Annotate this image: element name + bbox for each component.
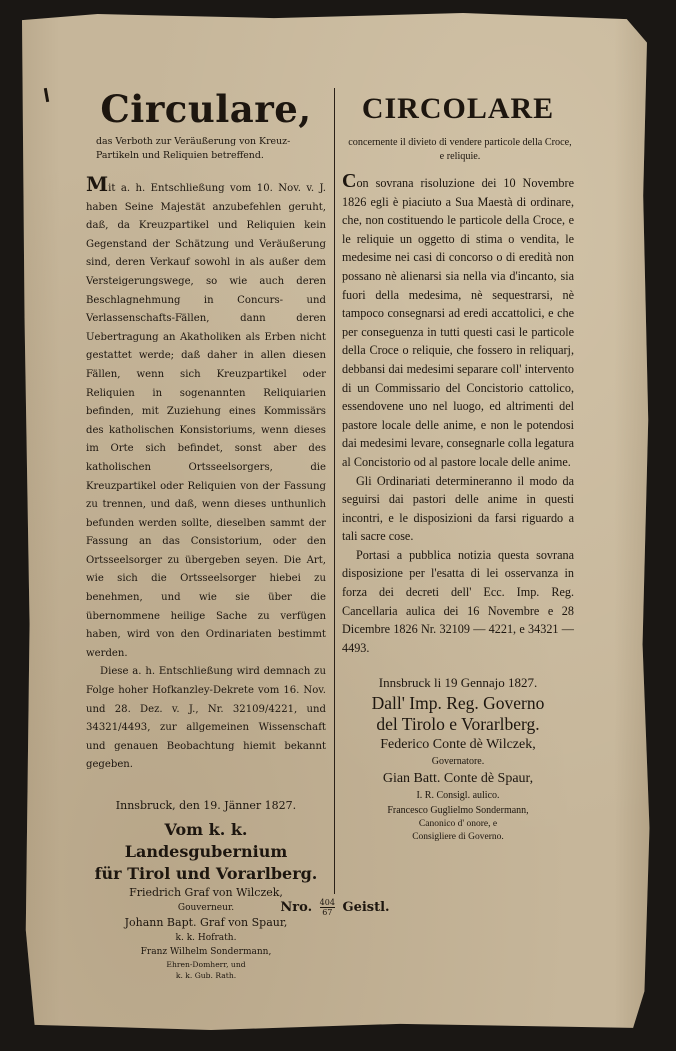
reference-denominator: 67 [322,908,333,917]
german-signer-2-title: k. k. Hofrath. [175,933,237,943]
italian-signer-3-name: Francesco Guglielmo Sondermann, [387,805,529,817]
german-subtitle: das Verboth zur Veräußerung von Kreuz-Partikeln und Reliquien betreffend. [96,136,291,161]
italian-title: CIRCOLARE [361,92,555,125]
italian-signer-3-title-1: Canonico d' onore, e [418,819,498,830]
german-signer-2-name: Johann Bapt. Graf von Spaur, [124,916,288,929]
column-divider [334,88,335,894]
german-signer-1-title: Gouverneur. [177,903,235,913]
german-column [86,86,326,981]
italian-signer-3-title-2: Consigliere di Governo. [412,832,504,843]
german-signer-3-title-1: Ehren-Domherr, und [166,960,246,969]
italian-authority-line-1: Dall' Imp. Reg. Governo [371,693,545,714]
italian-signer-1-title: Governatore. [431,756,485,768]
italian-authority-line-2: del Tirolo e Vorarlberg. [376,714,540,735]
german-place-date: Innsbruck, den 19. Jänner 1827. [115,799,297,812]
german-signer-3-name: Franz Wilhelm Sondermann, [140,947,272,957]
german-signer-3-title-2: k. k. Gub. Rath. [175,971,237,980]
italian-paragraph-2: Gli Ordinariati determineranno il modo da seguirsi dai pastori delle anime in questi incontri, e le disposizioni da farsi riguardo a tali sacre cose. [342,473,574,544]
reference-numerator: 404 [319,898,335,907]
reference-suffix: Geistl. [342,900,390,915]
italian-signer-1-name: Federico Conte dè Wilczek, [380,737,536,753]
italian-paragraph-1-text: on sovrana risoluzione dei 10 Novembre 1826 egli è piaciuto a Sua Maestà di ordinare, che, non costituendo le particole della Croce, e le reliquie un oggetto di stima o vendita, le medesime nei casi di concorso o di eredità non possano nè alienarsi sia nella via d'incanto, sia fuori della medesima, nè sequestrarsi, nè tampoco consegnarsi ad eredi accattolici, e che per conseguenza in tutti questi casi le particole della Croce o reliquie, che fossero in reliquarj, debbansi dai medesimi separare coll' intervento di un Commissario del Concistorio cattolico, essendovene uno nel luogo, ed altrimenti del pastore locale delle anime, e non le potendosi dai medesimi levare, consegnarle colla legatura al Concistorio od al pastore locale delle anime. [342,176,574,469]
german-paragraph-1-text: it a. h. Entschließung vom 10. Nov. v. J. haben Seine Majestät anzubefehlen geruht, daß, da Kreuzpartikel und Reliquien kein Gegenstand der Schätzung und Veräußerung sind, deren Verkauf sowohl in als außer dem Versteigerungswege, so wie auch deren Beschlagnehmung in Concurs- und Verlassenschafts-Fällen, dann deren Uebertragung an Akatholiken als Erben nicht gestattet werde; daß daher in allen diesen Fällen, wenn sich Kreuzpartikel oder Reliquien in sogenannten Reliquiarien befinden, mit Zuziehung eines Kommissärs des katholischen Konsistoriums, wenn dieses im Orte sich befindet, sonst aber des katholischen Ortsseelsorgers, die Kreuzpartikel oder Reliquien von der Fassung zu trennen, und daß, wenn dieses unthunlich befunden werden sollte, dieselben sammt der Fassung an das Consistorium, oder den Ortsseelsorger zu übergeben seyen. Die Art, wie sich die Ortsseelsorger hiebei zu benehmen, und wie sie über die übernommene heilige Sache zu verfügen haben, wird von den Ordinariaten bestimmt werden. [86,183,326,659]
german-authority-line-2: für Tirol und Vorarlberg. [94,864,318,883]
italian-paragraph-1 [342,170,574,472]
german-title: Circulare, [100,87,312,131]
german-paragraph-2: Diese a. h. Entschließung wird demnach zu Folge hoher Hofkanzley-Dekrete vom 16. Nov. und 28. Dez. v. J., Nr. 32109/4221, und 34321/4493, zur allgemeinen Wissenschaft und genauen Beobachtung hiemit bekannt gegeben. [86,666,326,771]
german-signer-1-name: Friedrich Graf von Wilczek, [129,886,283,899]
italian-column [342,86,574,844]
reference-number [250,898,420,917]
german-paragraph-1 [86,172,326,663]
reference-prefix: Nro. [280,900,313,915]
italian-signer-2-title: I. R. Consigl. aulico. [416,790,500,802]
german-authority-line-1: Vom k. k. Landesgubernium [124,820,288,861]
italian-dropcap: C [342,170,357,192]
german-dropcap: M [86,172,109,196]
italian-place-date: Innsbruck li 19 Gennajo 1827. [378,675,538,691]
italian-subtitle: concernente il divieto di vendere particole della Croce, e reliquie. [348,137,572,162]
italian-paragraph-3: Portasi a pubblica notizia questa sovrana disposizione per l'esatta di lei osservanza in forza dei decreti dell' Ecc. Imp. Reg. Cancellaria aulica dei 16 Novembre e 28 Dicembre 1826 Nr. 32109 — 4221, e 34321 — 4493. [342,547,574,655]
italian-signer-2-name: Gian Batt. Conte dè Spaur, [382,771,534,787]
reference-fraction [320,898,335,917]
